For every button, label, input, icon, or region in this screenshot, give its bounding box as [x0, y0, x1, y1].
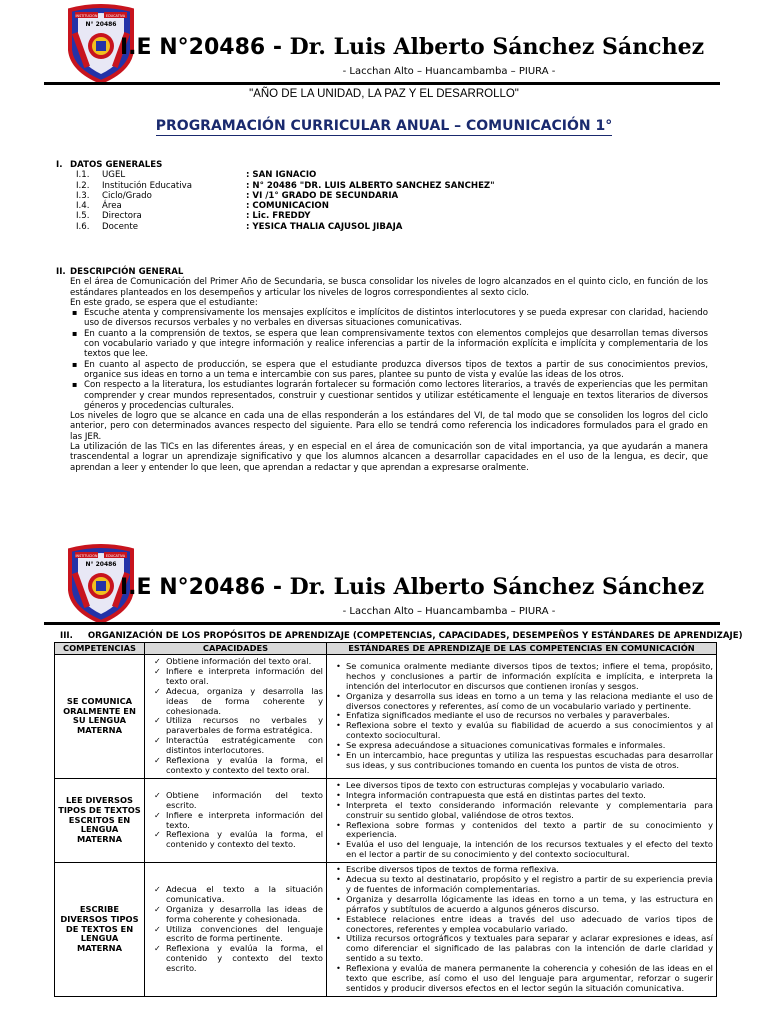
dg-row [56, 191, 716, 201]
capacidad-item: ✓ Adecua, organiza y desarrolla las ideas de forma coherente y cohesionada. [166, 687, 323, 717]
capacidad-item: ✓ Utiliza convenciones del lenguaje escrito de forma pertinente. [166, 925, 323, 945]
dg-value: : Lic. FREDDY [246, 211, 311, 222]
dg-label: Docente [102, 221, 138, 232]
estandares-cell [327, 863, 717, 997]
descripcion-lead: En este grado, se espera que el estudiante: [70, 297, 258, 308]
dg-num: I.3. [76, 190, 90, 201]
capacidad-item: ✓ Infiere e interpreta información del texto. [166, 811, 323, 831]
descripcion-heading [56, 267, 708, 277]
dg-label: Directora [102, 211, 142, 222]
table-row [55, 778, 717, 862]
capacidades-cell [145, 778, 327, 862]
table-row [55, 863, 717, 997]
dg-row [56, 170, 716, 180]
estandar-item: • Utiliza recursos ortográficos y textuales para separar y aclarar expresiones e ideas, así como diferenciar el significado de las palabras con la intención de darle claridad y sentido a su texto. [346, 934, 713, 964]
section-title: DESCRIPCIÓN GENERAL [70, 267, 184, 277]
capacidad-item: ✓ Infiere e interpreta información del texto oral. [166, 667, 323, 687]
descripcion-closing-1: Los niveles de logro que se alcance en cada una de ellas responderán a los estándares del VI, de tal modo que se consoliden los logros del ciclo anterior, pero con determinados avances respecto del siguiente. Para ello se tendrá como referencia los indicadores formulados para el grado en las JER. [70, 411, 708, 442]
capacidad-item: ✓ Obtiene información del texto escrito. [166, 791, 323, 811]
section-title: ORGANIZACIÓN DE LOS PROPÓSITOS DE APRENDIZAJE (COMPETENCIAS, CAPACIDADES, DESEMPEÑOS Y ESTÁNDARES DE APRENDIZAJE) [87, 631, 743, 641]
dg-num: I.4. [76, 201, 90, 212]
emblem-number: N° 20486 [85, 21, 117, 28]
letterhead [0, 0, 768, 90]
descripcion-bullets [56, 308, 708, 411]
section-number: III. [60, 631, 73, 641]
dg-value: : VI /1° GRADO DE SECUNDARIA [246, 190, 399, 201]
table-row [55, 655, 717, 779]
capacidad-item: ✓ Adecua el texto a la situación comunicativa. [166, 885, 323, 905]
estandar-item: • Organiza y desarrolla sus ideas en torno a un tema y las relaciona mediante el uso de diversos conectores y referentes, así como de un vocabulario variado y pertinente. [346, 692, 713, 712]
estandar-item: • Integra información contrapuesta que está en distintas partes del texto. [346, 791, 713, 801]
emblem-label-left: INSTITUCION [75, 13, 98, 18]
dg-label: Ciclo/Grado [102, 190, 152, 201]
dg-label: Área [102, 201, 122, 212]
list-item: ▪ Con respecto a la literatura, los estudiantes lograrán fortalecer su formación como lectores literarios, a través de experiencias que les permitan comprender y crear mundos representados, construir y cuestionar sentidos y utilizar estéticamente el lenguaje en textos literarios de diversos géneros y procedencias culturales. [84, 380, 708, 411]
page-2 [0, 540, 768, 1024]
estandar-item: • Escribe diversos tipos de textos de forma reflexiva. [346, 865, 713, 875]
section-number: II. [56, 267, 66, 277]
capacidad-item: ✓ Reflexiona y evalúa la forma, el contenido y contexto del texto. [166, 830, 323, 850]
dg-num: I.6. [76, 221, 90, 232]
emblem-number: N° 20486 [85, 561, 117, 568]
school-title-name: Dr. Luis Alberto Sánchez Sánchez [289, 574, 705, 600]
emblem-label-right: EDUCATIVA [105, 13, 126, 18]
dg-num: I.5. [76, 211, 90, 222]
dg-label: UGEL [102, 170, 126, 181]
competencia-cell: ESCRIBE DIVERSOS TIPOS DE TEXTOS EN LENGUA MATERNA [55, 863, 145, 997]
estandar-item: • Reflexiona y evalúa de manera permanente la coherencia y cohesión de las ideas en el texto que escribe, así como el uso del lenguaje para argumentar, reforzar o sugerir sentidos y producir diversos efectos en el lector según la situación comunicativa. [346, 964, 713, 994]
school-title-name: Dr. Luis Alberto Sánchez Sánchez [289, 34, 705, 60]
table-header-row [55, 643, 717, 655]
estandar-item: • Lee diversos tipos de texto con estructuras complejas y vocabulario variado. [346, 781, 713, 791]
capacidad-item: ✓ Reflexiona y evalúa la forma, el contexto y contexto del texto oral. [166, 756, 323, 776]
emblem-label-left: INSTITUCION [75, 553, 98, 558]
dg-value: : COMUNICACION [246, 201, 329, 212]
header-rule [44, 82, 720, 85]
capacidad-item: ✓ Obtiene información del texto oral. [166, 657, 323, 667]
estandares-cell [327, 655, 717, 779]
estandar-item: • Reflexiona sobre el texto y evalúa su fiabilidad de acuerdo a sus conocimientos y al contexto sociocultural. [346, 721, 713, 741]
main-title [0, 118, 768, 134]
main-title-text: PROGRAMACIÓN CURRICULAR ANUAL – COMUNICACIÓN 1° [155, 118, 613, 134]
estandar-item: • Evalúa el uso del lenguaje, la intención de los recursos textuales y el efecto del texto en el lector a partir de su conocimiento y del contexto sociocultural. [346, 840, 713, 860]
estandar-item: • Reflexiona sobre formas y contenidos del texto a partir de su conocimiento y experiencia. [346, 821, 713, 841]
organizacion-heading [60, 631, 743, 641]
school-title [120, 574, 704, 600]
dg-num: I.1. [76, 170, 90, 181]
capacidad-item: ✓ Organiza y desarrolla las ideas de forma coherente y cohesionada. [166, 905, 323, 925]
descripcion-intro: En el área de Comunicación del Primer Año de Secundaria, se busca consolidar los niveles de logro alcanzados en el quinto ciclo, en función de los estándares planteados en los desempeños y articular los niveles de logros correspondientes al sexto ciclo. [70, 277, 708, 298]
list-item: ▪ Escuche atenta y comprensivamente los mensajes explícitos e implícitos de distintos interlocutores y se pueda expresar con claridad, haciendo uso de diversos recursos verbales y no verbales en diversas situaciones comunicativas. [84, 308, 708, 329]
school-title [120, 34, 704, 60]
capacidad-item: ✓ Reflexiona y evalúa la forma, el contenido y contexto del texto escrito. [166, 944, 323, 974]
capacidades-cell [145, 655, 327, 779]
section-title: DATOS GENERALES [70, 160, 163, 170]
school-location: - Lacchan Alto – Huancambamba – PIURA - [342, 606, 556, 617]
dg-value: : SAN IGNACIO [246, 170, 317, 181]
descripcion-closing-2: La utilización de las TICs en las diferentes áreas, y en especial en el área de comunicación son de vital importancia, ya que ayudarán a manera trascendental a lograr un aprendizaje significativo y que los alumnos alcancen a desarrollar capacidades en el uso de la lengua, es decir, que aprendan a leer y entender lo que leen, que aprendan a redactar y que aprendan a expresarse oralmente. [70, 442, 708, 473]
emblem-label-right: EDUCATIVA [105, 553, 126, 558]
estandar-item: • Se comunica oralmente mediante diversos tipos de textos; infiere el tema, propósito, hechos y conclusiones a partir de información explícita e implícita, e interpreta la intención del interlocutor en discursos que contienen ironías y sesgos. [346, 662, 713, 692]
descripcion-general-section [56, 267, 708, 473]
dg-row [56, 211, 716, 221]
datos-generales-heading [56, 160, 716, 170]
estandar-item: • Enfatiza significados mediante el uso de recursos no verbales y paraverbales. [346, 711, 713, 721]
dg-label: Institución Educativa [102, 180, 193, 191]
col-header-competencias: COMPETENCIAS [55, 643, 145, 655]
dg-value: : N° 20486 "DR. LUIS ALBERTO SANCHEZ SANCHEZ" [246, 180, 495, 191]
datos-generales-section [56, 160, 716, 232]
header-rule [44, 622, 720, 625]
competencia-cell: LEE DIVERSOS TIPOS DE TEXTOS ESCRITOS EN LENGUA MATERNA [55, 778, 145, 862]
col-header-estandares: ESTÁNDARES DE APRENDIZAJE DE LAS COMPETENCIAS EN COMUNICACIÓN [327, 643, 717, 655]
dg-value: : YESICA THALIA CAJUSOL JIBAJA [246, 221, 403, 232]
school-title-prefix: I.E N°20486 - [120, 575, 290, 600]
list-item: ▪ En cuanto al aspecto de producción, se espera que el estudiante produzca diversos tipos de textos a partir de sus conocimientos previos, organice sus ideas en torno a un tema e intercambie con sus pares, plantee su punto de vista y evalúe las ideas de los otros. [84, 360, 708, 381]
estandar-item: • Establece relaciones entre ideas a través del uso adecuado de varios tipos de conectores, referentes y emplea vocabulario variado. [346, 915, 713, 935]
estandar-item: • En un intercambio, hace preguntas y utiliza las respuestas escuchadas para desarrollar sus ideas, y sus contribuciones tomando en cuenta los puntos de vista de otros. [346, 751, 713, 771]
estandar-item: • Organiza y desarrolla lógicamente las ideas en torno a un tema, y las estructura en párrafos y subtítulos de acuerdo a algunos géneros discurso. [346, 895, 713, 915]
competencia-cell: SE COMUNICA ORALMENTE EN SU LENGUA MATERNA [55, 655, 145, 779]
estandar-item: • Interpreta el texto considerando información relevante y complementaria para construir su sentido global, valiéndose de otros textos. [346, 801, 713, 821]
capacidades-cell [145, 863, 327, 997]
list-item: ▪ En cuanto a la comprensión de textos, se espera que lean comprensivamente textos con elementos complejos que desarrollan temas diversos con vocabulario variado y que integre información y realice inferencias a partir de la información explícita e implícita y complementaria de los textos que lee. [84, 329, 708, 360]
estandar-item: • Se expresa adecuándose a situaciones comunicativas formales e informales. [346, 741, 713, 751]
capacidad-item: ✓ Interactúa estratégicamente con distintos interlocutores. [166, 736, 323, 756]
dg-row [56, 181, 716, 191]
estandares-cell [327, 778, 717, 862]
school-title-prefix: I.E N°20486 - [120, 35, 290, 60]
estandar-item: • Adecua su texto al destinatario, propósito y el registro a partir de su experiencia previa y de fuentes de información complementarias. [346, 875, 713, 895]
school-location: - Lacchan Alto – Huancambamba – PIURA - [342, 66, 556, 77]
letterhead [0, 540, 768, 630]
dg-num: I.2. [76, 180, 90, 191]
col-header-capacidades: CAPACIDADES [145, 643, 327, 655]
dg-row [56, 201, 716, 211]
section-number: I. [56, 160, 63, 170]
competencias-table [54, 642, 717, 997]
year-motto: "AÑO DE LA UNIDAD, LA PAZ Y EL DESARROLLO" [249, 88, 519, 100]
capacidad-item: ✓ Utiliza recursos no verbales y paraverbales de forma estratégica. [166, 716, 323, 736]
dg-row [56, 222, 716, 232]
